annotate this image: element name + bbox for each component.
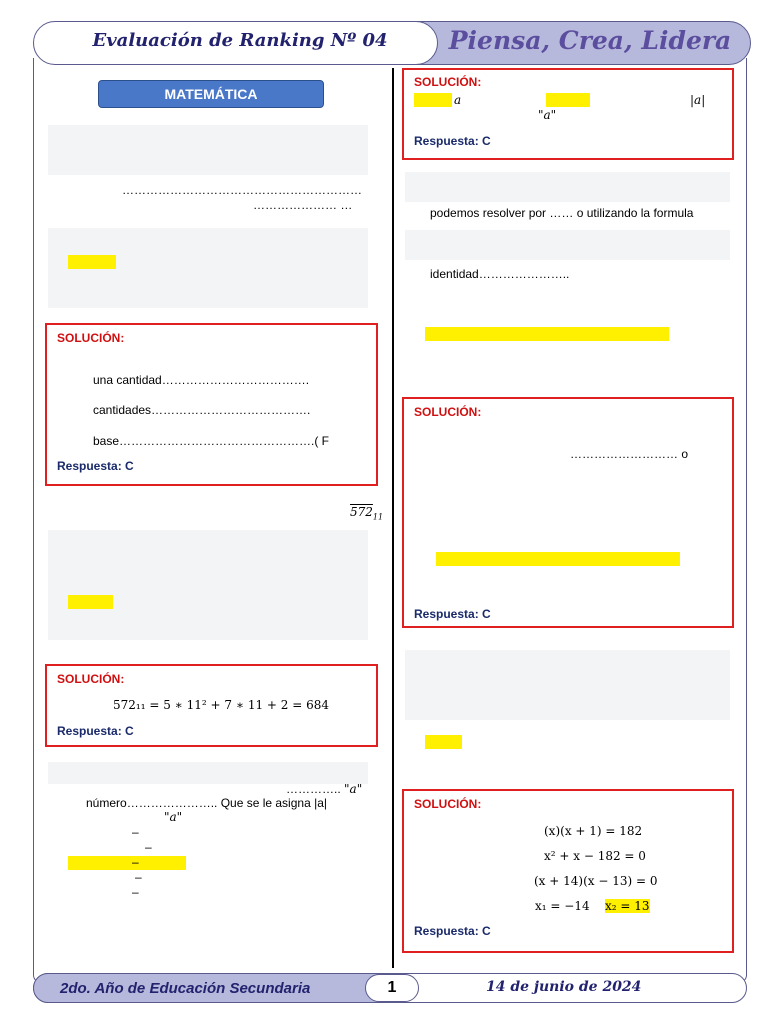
q3-line2: número………………….. Que se le asigna |a| — [86, 796, 327, 810]
answer-label: Respuesta: C — [414, 134, 491, 148]
q3-dots: ………….. — [286, 782, 341, 796]
highlight-option — [68, 595, 113, 609]
q1-dots-line1: …………………………………………………… — [122, 183, 362, 197]
answer-label: Respuesta: C — [414, 607, 491, 621]
solution-equation: (x + 14)(x − 13) = 0 — [534, 874, 658, 888]
option-dash: – — [132, 855, 139, 869]
highlight-fragment — [546, 93, 590, 107]
highlight-option — [425, 327, 669, 341]
solution-title: SOLUCIÓN: — [57, 331, 125, 345]
q1-dots-line2: ………………… … — [253, 198, 353, 212]
q4-line1: podemos resolver por …… o utilizando la formula — [430, 206, 694, 220]
question-text-faint — [48, 762, 368, 784]
solution-title: SOLUCIÓN: — [414, 75, 482, 89]
question-text-faint — [405, 172, 730, 202]
abs-a: |a| — [690, 93, 706, 107]
option-dash: – — [132, 825, 139, 839]
answer-label: Respuesta: C — [414, 924, 491, 938]
solution-box-1 — [45, 323, 378, 486]
solution-equation: (x)(x + 1) = 182 — [544, 824, 643, 838]
solution-line: cantidades…………………………………. — [93, 403, 311, 417]
option-dash: – — [145, 840, 152, 854]
numeral: 572 — [350, 505, 373, 519]
options-faint — [48, 530, 368, 640]
highlight-fragment — [436, 552, 680, 566]
question-text-faint — [405, 230, 730, 260]
page-number: 1 — [365, 974, 419, 1002]
solution-title: SOLUCIÓN: — [57, 672, 125, 686]
numeral-base: 11 — [372, 512, 384, 522]
q3-var: "a" — [344, 782, 363, 796]
q3-line1 — [286, 782, 362, 796]
highlight-fragment — [414, 93, 452, 107]
option-dash: – — [135, 870, 142, 884]
solution-equation: x² + x − 182 = 0 — [544, 849, 646, 863]
numeral-with-base — [350, 505, 383, 521]
solution-dots: ……………………… o — [570, 447, 689, 461]
solution-box-4 — [402, 789, 734, 953]
q4-line2: identidad………………….. — [430, 267, 570, 281]
header-motto: Piensa, Crea, Lidera — [448, 26, 732, 55]
root-2: x₂ = 13 — [605, 899, 650, 913]
page-title: Evaluación de Ranking Nº 04 — [92, 30, 388, 51]
solution-box-3 — [402, 397, 734, 628]
solution-box-2 — [45, 664, 378, 747]
option-dash: – — [132, 885, 139, 899]
answer-label: Respuesta: C — [57, 724, 134, 738]
answer-label: Respuesta: C — [57, 459, 134, 473]
column-divider — [392, 68, 394, 968]
highlight-option — [68, 856, 186, 870]
question-text-faint — [405, 650, 730, 720]
subject-badge: MATEMÁTICA — [98, 80, 324, 108]
footer-grade: 2do. Año de Educación Secundaria — [60, 980, 311, 997]
highlight-option — [425, 735, 462, 749]
solution-box-0 — [402, 68, 734, 160]
var-a: a — [454, 93, 462, 107]
solution-title: SOLUCIÓN: — [414, 405, 482, 419]
highlight-option — [68, 255, 116, 269]
solution-equation: 572₁₁ = 5 ∗ 11² + 7 ∗ 11 + 2 = 684 — [113, 698, 329, 712]
solution-line: una cantidad………………………………. — [93, 373, 310, 387]
solution-line: base………………………………………….( F — [93, 434, 330, 448]
q3-var2: "a" — [164, 810, 183, 824]
solution-title: SOLUCIÓN: — [414, 797, 482, 811]
quoted-a: "a" — [538, 108, 557, 122]
question-text-faint — [48, 125, 368, 175]
root-1: x₁ = −14 — [535, 899, 590, 913]
footer-date: 14 de junio de 2024 — [486, 979, 642, 995]
